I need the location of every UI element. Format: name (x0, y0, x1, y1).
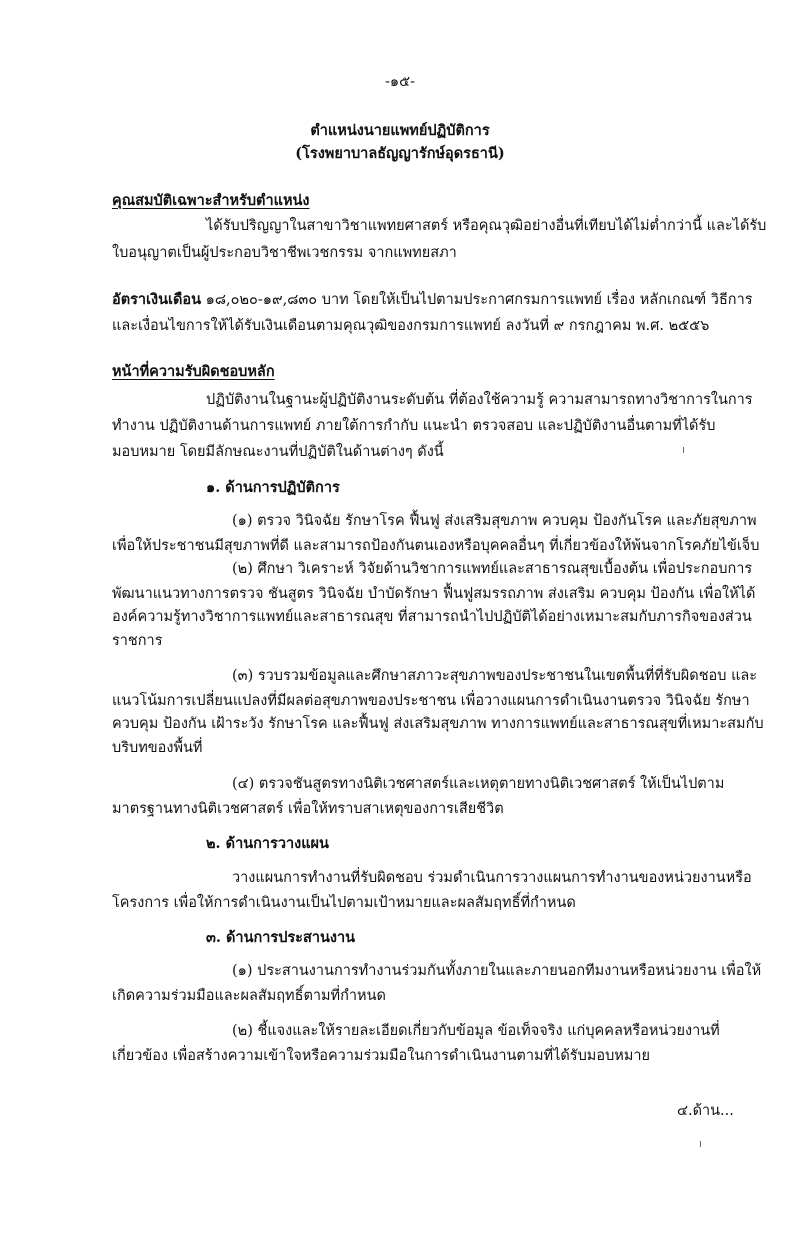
section-3-item-2-line-2: เกี่ยวข้อง เพื่อสร้างความเข้าใจหรือความร่วมมือในการดำเนินงานตามที่ได้รับมอบหมาย (112, 1048, 651, 1064)
section-2-line-1: วางแผนการทำงานที่รับผิดชอบ ร่วมดำเนินการวางแผนการทำงานของหน่วยงานหรือ (232, 870, 752, 886)
section-1-item-4-line-2: มาตรฐานทางนิติเวชศาสตร์ เพื่อให้ทราบสาเหตุของการเสียชีวิต (112, 801, 504, 817)
salary-line-2: และเงื่อนไขการให้ได้รับเงินเดือนตามคุณวุฒิของกรมการแพทย์ ลงวันที่ ๙ กรกฎาคม พ.ศ. ๒๕๕๖ (112, 318, 710, 334)
section-1-item-2-line-3: องค์ความรู้ทางวิชาการแพทย์และสาธารณสุข ที่สามารถนำไปปฏิบัติได้อย่างเหมาะสมกับภารกิจของส่วน (112, 609, 752, 625)
continuation-text: ๔.ด้าน... (677, 1103, 734, 1119)
section-1-item-4-line-1: (๔) ตรวจชันสูตรทางนิติเวชศาสตร์และเหตุตายทางนิติเวชศาสตร์ ให้เป็นไปตาม (232, 776, 725, 792)
section-2-line-2: โครงการ เพื่อให้การดำเนินงานเป็นไปตามเป้าหมายและผลสัมฤทธิ์ที่กำหนด (112, 895, 576, 911)
salary-line-1 (112, 290, 753, 310)
duties-heading: หน้าที่ความรับผิดชอบหลัก (112, 363, 275, 380)
qualifications-line-2: ใบอนุญาตเป็นผู้ประกอบวิชาชีพเวชกรรม จากแพทยสภา (112, 245, 457, 261)
section-1-heading: ๑. ด้านการปฏิบัติการ (206, 479, 340, 496)
section-1-item-3-line-4: บริบทของพื้นที่ (112, 740, 203, 756)
duties-intro-line-3: มอบหมาย โดยมีลักษณะงานที่ปฏิบัติในด้านต่างๆ ดังนี้ (112, 444, 444, 460)
section-1-item-2-line-1: (๒) ศึกษา วิเคราะห์ วิจัยด้านวิชาการแพทย์และสาธารณสุขเบื้องต้น เพื่อประกอบการ (232, 561, 753, 577)
section-1-item-1-line-1: (๑) ตรวจ วินิจฉัย รักษาโรค ฟื้นฟู ส่งเสริมสุขภาพ ควบคุม ป้องกันโรค และภัยสุขภาพ (232, 513, 757, 529)
duties-intro-line-1: ปฏิบัติงานในฐานะผู้ปฏิบัติงานระดับต้น ที่ต้องใช้ความรู้ ความสามารถทางวิชาการในการ (206, 392, 753, 408)
page-subtitle: (โรงพยาบาลธัญญารักษ์อุดรธานี) (295, 145, 505, 162)
section-1-item-2-line-2: พัฒนาแนวทางการตรวจ ชันสูตร วินิจฉัย บำบัดรักษา ฟื้นฟูสมรรถภาพ ส่งเสริม ควบคุม ป้องกัน เพื่อให้ได้ (112, 586, 756, 602)
section-2-heading: ๒. ด้านการวางแผน (206, 835, 329, 852)
salary-label: อัตราเงินเดือน (112, 291, 201, 308)
page-title: ตำแหน่งนายแพทย์ปฏิบัติการ (310, 122, 490, 139)
section-1-item-3-line-1: (๓) รวบรวมข้อมูลและศึกษาสภาวะสุขภาพของประชาชนในเขตพื้นที่ที่รับผิดชอบ และ (232, 668, 758, 684)
page-number: -๑๕- (385, 74, 415, 90)
salary-text: ๑๘,๐๒๐-๑๙,๘๓๐ บาท โดยให้เป็นไปตามประกาศกรมการแพทย์ เรื่อง หลักเกณฑ์ วิธีการ (201, 292, 753, 308)
qualifications-line-1: ได้รับปริญญาในสาขาวิชาแพทยศาสตร์ หรือคุณวุฒิอย่างอื่นที่เทียบได้ไม่ต่ำกว่านี้ และได้รับ (206, 218, 767, 234)
section-1-item-1-line-2: เพื่อให้ประชาชนมีสุขภาพที่ดี และสามารถป้องกันตนเองหรือบุคคลอื่นๆ ที่เกี่ยวข้องให้พ้นจากโรคภัยไข้เจ็บ (112, 538, 760, 554)
section-3-item-2-line-1: (๒) ชี้แจงและให้รายละเอียดเกี่ยวกับข้อมูล ข้อเท็จจริง แก่บุคคลหรือหน่วยงานที่ (232, 1023, 720, 1039)
section-3-item-1-line-2: เกิดความร่วมมือและผลสัมฤทธิ์ตามที่กำหนด (112, 988, 386, 1004)
duties-intro-line-2: ทำงาน ปฏิบัติงานด้านการแพทย์ ภายใต้การกำกับ แนะนำ ตรวจสอบ และปฏิบัติงานอื่นตามที่ได้รับ (112, 418, 716, 434)
section-3-heading: ๓. ด้านการประสานงาน (206, 929, 356, 946)
section-1-item-3-line-3: ควบคุม ป้องกัน เฝ้าระวัง รักษาโรค และฟื้นฟู ส่งเสริมสุขภาพ ทางการแพทย์และสาธารณสุขที่เหมาะสมกับ (112, 716, 764, 732)
section-1-item-3-line-2: แนวโน้มการเปลี่ยนแปลงที่มีผลต่อสุขภาพของประชาชน เพื่อวางแผนการดำเนินงานตรวจ วินิจฉัย รักษา (112, 693, 750, 709)
section-3-item-1-line-1: (๑) ประสานงานการทำงานร่วมกันทั้งภายในและภายนอกทีมงานหรือหน่วยงาน เพื่อให้ (232, 963, 762, 979)
scan-mark (700, 1141, 701, 1147)
qualifications-heading: คุณสมบัติเฉพาะสำหรับตำแหน่ง (112, 192, 310, 209)
section-1-item-2-line-4: ราชการ (112, 633, 163, 649)
scan-mark (683, 447, 684, 453)
